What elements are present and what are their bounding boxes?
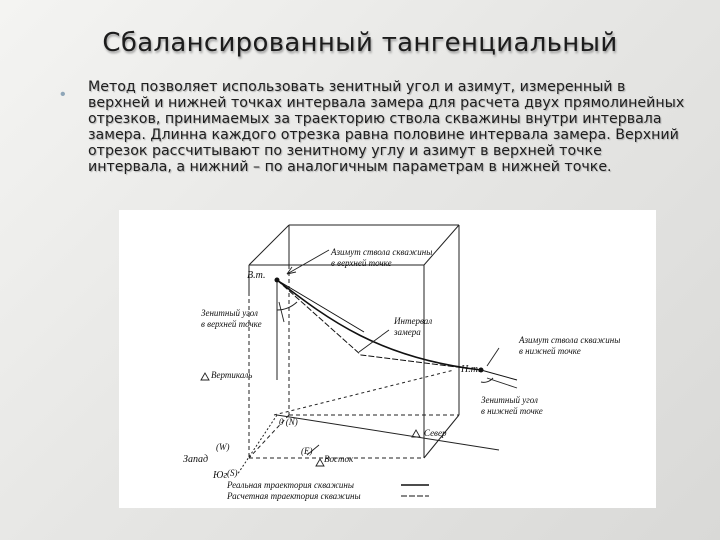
interval-label-1: Интервал	[394, 316, 433, 326]
top-tangent-line	[277, 280, 364, 332]
legend-calc-label: Расчетная траектория скважины	[227, 491, 361, 501]
top-point-marker	[275, 278, 280, 283]
zenith-top-label-1: Зенитный угол	[201, 308, 258, 318]
east-label: Восток	[324, 454, 354, 464]
legend-real-label: Реальная траектория скважины	[227, 480, 354, 490]
trajectory-diagram	[119, 210, 656, 508]
bullet-marker: •	[60, 86, 66, 103]
w-mark-label: (W)	[216, 442, 230, 452]
zenith-bottom-label-2: в нижней точке	[481, 406, 543, 416]
trajectory-figure	[119, 210, 656, 508]
zenith-bottom-label-1: Зенитный угол	[481, 395, 538, 405]
slide-title: Сбалансированный тангенциальный	[102, 28, 618, 58]
bottom-tangent-line	[481, 370, 517, 380]
s-mark-label: (S)	[227, 468, 238, 478]
azimuth-top-label-2: в верхней точке	[331, 258, 392, 268]
top-point-label: В.т.	[247, 270, 266, 281]
handwritten-west: Запад	[183, 454, 209, 465]
bottom-point-label: Н.т.	[461, 364, 481, 375]
azimuth-top-label-1: Азимут ствола скважины	[331, 247, 433, 257]
interval-label-2: замера	[394, 327, 421, 337]
real-trajectory	[277, 280, 481, 370]
zenith-bottom-arc	[481, 378, 493, 382]
calculated-trajectory	[277, 280, 481, 370]
azimuth-bottom-label-1: Азимут ствола скважины	[519, 335, 621, 345]
vertical-label: Вертикаль	[211, 370, 253, 380]
n-mark-label: 0 (N)	[279, 417, 298, 427]
handwritten-south: Юг	[213, 470, 228, 481]
bullet-text: Метод позволяет использовать зенитный угол и азимут, измеренный в верхней и нижней точках интервала замера для расчета двух прямолинейных отрезков, принимаемых за траекторию ствола скважины внутри интервала замера. Длинна каждого отрезка равна половине интервала замера. Верхний отрезок рассчитывают по зенитному углу и азимут в верхней точке интервала, а нижний – по аналогичным параметрам в нижней точке.	[88, 79, 685, 175]
azimuth-bottom-label-2: в нижней точке	[519, 346, 581, 356]
bottom-projections	[237, 370, 499, 475]
zenith-top-label-2: в верхней точке	[201, 319, 262, 329]
north-label: Север	[424, 428, 447, 438]
e-mark-label: (E)	[301, 446, 313, 456]
annotation-arrows	[279, 250, 517, 455]
